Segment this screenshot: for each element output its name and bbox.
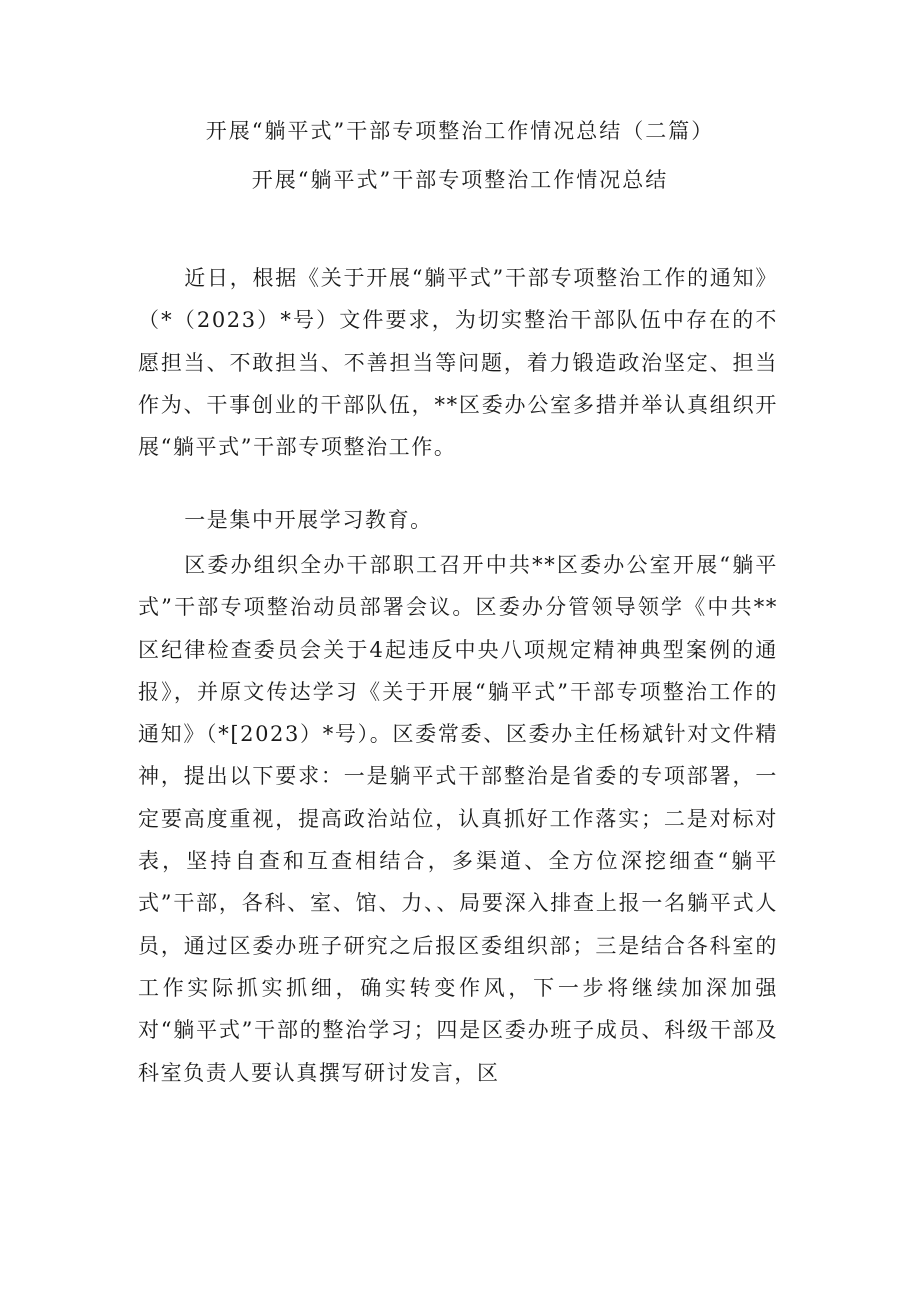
paragraph-text: 区委办组织全办干部职工召开中共**区委办公室开展“躺平式”干部专项整治动员部署会议。区委办分管领导领学《中共**区纪律检查委员会关于4起违反中央八项规定精神典型案例的通报》，并原文传达学习《关于开展“躺平式”干部专项整治工作的通知》（*[2023）*号）。区委常委、区委办主任杨斌针对文件精神，提出以下要求：一是躺平式干部整治是省委的专项部署，一定要高度重视，提高政治站位，认真抓好工作落实；二是对标对表，坚持自查和互查相结合，多渠道、全方位深挖细查“躺平式”干部，各科、室、馆、力、、局要深入排查上报一名躺平式人员，通过区委办班子研究之后报区委组织部；三是结合各科室的工作实际抓实抓细，确实转变作风，下一步将继续加深加强对“躺平式”干部的整治学习；四是区委办班子成员、科级干部及科室负责人要认真撰写研讨发言，区 bbox=[138, 553, 778, 1085]
paragraph-text: 近日，根据《关于开展“躺平式”干部专项整治工作的通知》（*（2023）*号）文件要求，为切实整治干部队伍中存在的不愿担当、不敢担当、不善担当等问题，着力锻造政治坚定、担当作为、干事创业的干部队伍，**区委办公室多措并举认真组织开展“躺平式”干部专项整治工作。 bbox=[138, 266, 778, 460]
section-heading-text: 一是集中开展学习教育。 bbox=[184, 508, 433, 532]
document-title: 开展“躺平式”干部专项整治工作情况总结（二篇） bbox=[205, 119, 715, 143]
paragraph-section-body bbox=[138, 544, 778, 1094]
section-heading bbox=[138, 499, 778, 541]
paragraph-intro bbox=[138, 257, 778, 468]
document-subtitle: 开展“躺平式”干部专项整治工作情况总结 bbox=[251, 168, 669, 192]
